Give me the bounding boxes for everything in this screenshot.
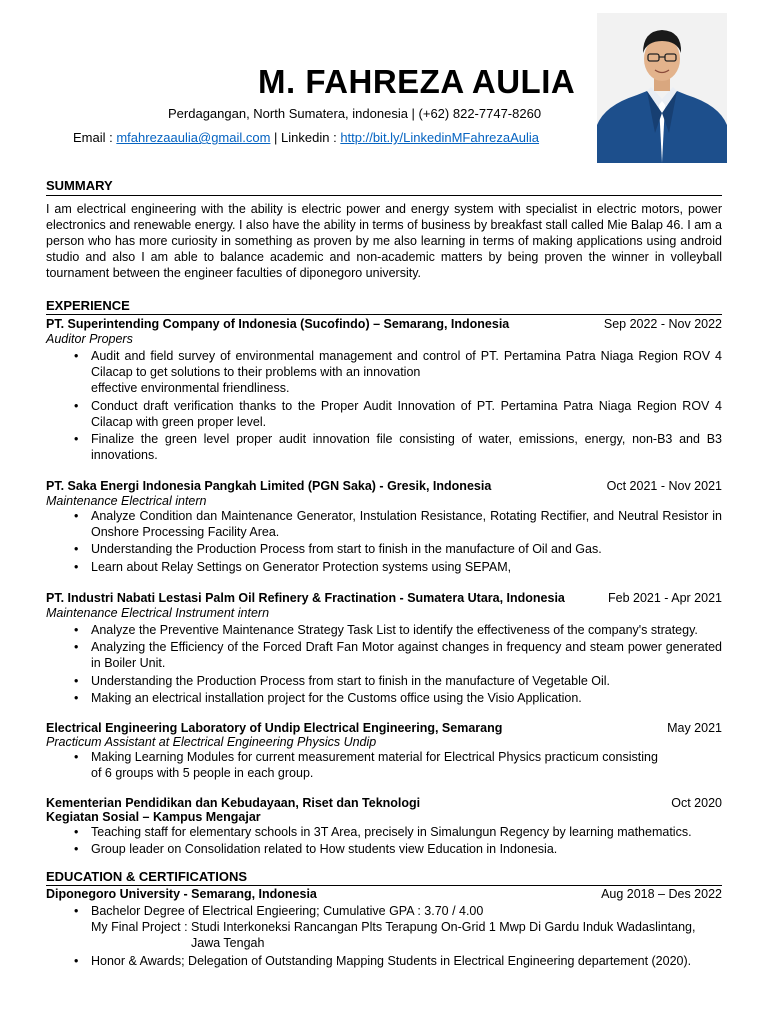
job-header <box>46 478 722 494</box>
job-date: May 2021 <box>667 721 722 735</box>
summary-text: I am electrical engineering with the ability is electric power and energy system with specialist in electric motors, power electronics and renewable energy. I also have the ability in terms of business by breakfast stall called Mie Balap 46. I am a person who has more curiosity in something as proven by me also learning in terms of making applications using android studio and also I am able to balance academic and non-academic matters by being proven the winner in volleyball tournament between the engineer faculties of diponegoro university. <box>46 202 722 280</box>
email-label: Email : <box>73 130 117 145</box>
job-role: Auditor Propers <box>46 332 133 346</box>
job-bullets <box>46 348 722 464</box>
job-date: Feb 2021 - Apr 2021 <box>608 591 722 605</box>
bullet-item: • Analyzing the Efficiency of the Forced Draft Fan Motor against changes in frequency and steam power generated in Boiler Unit. <box>46 639 722 671</box>
bullet-item: • Analyze the Preventive Maintenance Strategy Task List to identify the effectiveness of the company's strategy. <box>46 622 722 638</box>
education-header <box>46 886 722 902</box>
bullet-item: • Finalize the green level proper audit innovation file consisting of water, emissions, energy, non-B3 and B3 innovations. <box>46 431 722 463</box>
profile-photo-illustration <box>597 13 727 163</box>
job-company: PT. Saka Energi Indonesia Pangkah Limited (PGN Saka) - Gresik, Indonesia <box>46 479 492 493</box>
bullet-item: • Understanding the Production Process from start to finish in the manufacture of Oil and Gas. <box>46 541 722 557</box>
job-company: Electrical Engineering Laboratory of Undip Electrical Engineering, Semarang <box>46 721 503 735</box>
job-role: Practicum Assistant at Electrical Engineering Physics Undip <box>46 735 377 749</box>
bullet-item: • Analyze Condition dan Maintenance Generator, Instulation Resistance, Rotating Rectifier, and Neutral Resistor in Onshore Processing Facility Area. <box>46 508 722 540</box>
job-header <box>46 590 722 606</box>
summary-divider <box>46 195 722 196</box>
linkedin-link[interactable]: http://bit.ly/LinkedinMFahrezaAulia <box>340 130 540 145</box>
linkedin-label: | Linkedin : <box>270 130 341 145</box>
job-header <box>46 720 722 736</box>
job-bullets <box>46 508 722 576</box>
job-header <box>46 795 722 811</box>
job-role: Maintenance Electrical intern <box>46 494 207 508</box>
bullet-item: • Making an electrical installation project for the Customs office using the Visio Application. <box>46 690 722 706</box>
bullet-item: • Honor & Awards; Delegation of Outstanding Mapping Students in Electrical Engineering departement (2020). <box>46 953 722 969</box>
job-company: PT. Industri Nabati Lestasi Palm Oil Refinery & Fractination - Sumatera Utara, Indonesia <box>46 591 565 605</box>
experience-heading: EXPERIENCE <box>46 298 130 313</box>
bullet-item: • Audit and field survey of environmental management and control of PT. Pertamina Patra Niaga Region ROV 4 Cilacap to get solutions to their problems with an innovation effective environmental friendliness. <box>46 348 722 397</box>
location-phone: Perdagangan, North Sumatera, indonesia | (+62) 822-7747-8260 <box>168 106 542 121</box>
profile-photo <box>597 13 727 163</box>
email-link[interactable]: mfahrezaaulia@gmail.com <box>116 130 271 145</box>
candidate-name: M. FAHREZA AULIA <box>258 63 576 100</box>
bullet-item: • Bachelor Degree of Electrical Engieering; Cumulative GPA : 3.70 / 4.00 My Final Project : Studi Interkoneksi Rancangan Plts Terapung On-Grid 1 Mwp Di Gardu Induk Wadaslintang, Jawa Tengah <box>46 903 722 952</box>
job-date: Oct 2020 <box>671 796 722 810</box>
summary-heading: SUMMARY <box>46 178 113 193</box>
bullet-item: • Group leader on Consolidation related to How students view Education in Indonesia. <box>46 841 722 857</box>
job-bullets <box>46 749 722 782</box>
bullet-item: • Conduct draft verification thanks to the Proper Audit Innovation of PT. Pertamina Patra Niaga Region ROV 4 Cilacap with green proper level. <box>46 398 722 430</box>
job-role: Maintenance Electrical Instrument intern <box>46 606 270 620</box>
job-header <box>46 316 722 332</box>
school-name: Diponegoro University - Semarang, Indonesia <box>46 887 317 901</box>
job-company: PT. Superintending Company of Indonesia (Sucofindo) – Semarang, Indonesia <box>46 317 510 331</box>
contact-line <box>73 130 539 146</box>
education-heading: EDUCATION & CERTIFICATIONS <box>46 869 248 884</box>
bullet-item: • Understanding the Production Process from start to finish in the manufacture of Vegetable Oil. <box>46 673 722 689</box>
job-role: Kegiatan Sosial – Kampus Mengajar <box>46 810 261 824</box>
job-bullets <box>46 622 722 707</box>
job-company: Kementerian Pendidikan dan Kebudayaan, Riset dan Teknologi <box>46 796 421 810</box>
job-date: Oct 2021 - Nov 2021 <box>606 479 722 493</box>
experience-divider <box>46 314 722 315</box>
bullet-item: • Learn about Relay Settings on Generator Protection systems using SEPAM, <box>46 559 722 575</box>
bullet-item: • Making Learning Modules for current measurement material for Electrical Physics practicum consisting of 6 groups with 5 people in each group. <box>46 749 722 781</box>
bullet-item: • Teaching staff for elementary schools in 3T Area, precisely in Simalungun Regency by learning mathematics. <box>46 824 722 840</box>
education-bullets <box>46 903 722 970</box>
job-bullets <box>46 824 722 858</box>
job-date: Sep 2022 - Nov 2022 <box>603 317 722 331</box>
education-date: Aug 2018 – Des 2022 <box>601 887 722 901</box>
